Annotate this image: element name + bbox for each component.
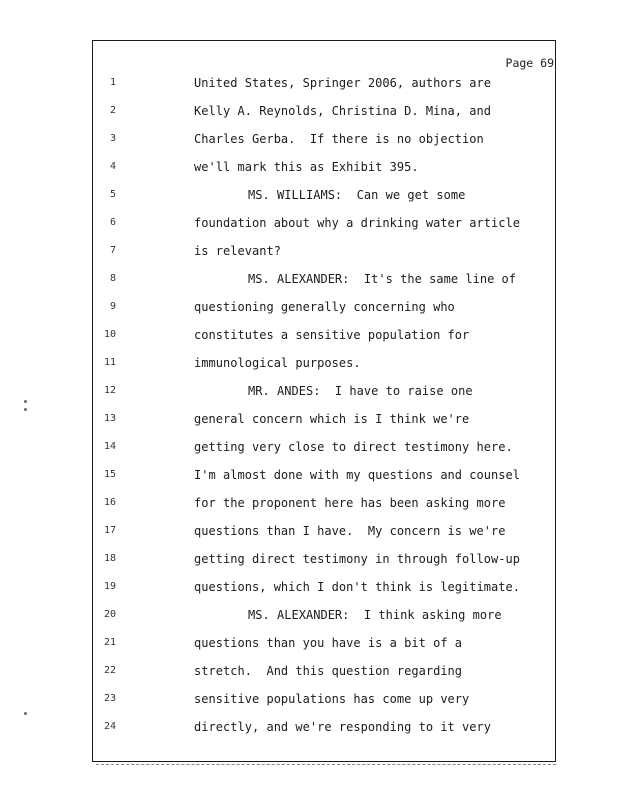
line-number: 5 [109,189,116,200]
line-text: Charles Gerba. If there is no objection [194,132,484,146]
transcript-line [0,128,618,156]
line-text: we'll mark this as Exhibit 395. [194,160,419,174]
line-number: 21 [103,637,116,648]
transcript-line [0,324,618,352]
page-number: Page 69 [505,56,554,70]
transcript-line [0,72,618,100]
line-text: sensitive populations has come up very [194,692,470,706]
transcript-line [0,632,618,660]
line-number: 6 [109,217,116,228]
line-text: getting very close to direct testimony here. [194,440,513,454]
line-text: questions than I have. My concern is we're [194,524,506,538]
line-text: constitutes a sensitive population for [194,328,470,342]
line-number: 2 [109,105,116,116]
line-text: directly, and we're responding to it very [194,720,492,734]
line-number: 13 [103,413,116,424]
line-text: general concern which is I think we're [194,412,470,426]
line-text: getting direct testimony in through follow-up [194,552,521,566]
line-number: 3 [109,133,116,144]
transcript-body [0,72,618,744]
transcript-line [0,604,618,632]
line-number: 4 [109,161,116,172]
transcript-line [0,520,618,548]
transcript-line [0,240,618,268]
line-number: 23 [103,693,116,704]
line-text: United States, Springer 2006, authors are [194,76,492,90]
line-number: 14 [103,441,116,452]
line-text: questioning generally concerning who [194,300,455,314]
line-text: foundation about why a drinking water article [194,216,521,230]
transcript-line [0,184,618,212]
transcript-line [0,436,618,464]
transcript-line [0,352,618,380]
transcript-line [0,296,618,324]
line-text: for the proponent here has been asking more [194,496,506,510]
transcript-line [0,408,618,436]
line-text: questions than you have is a bit of a [194,636,463,650]
line-number: 10 [103,329,116,340]
line-number: 24 [103,721,116,732]
line-text: MS. WILLIAMS: Can we get some [248,188,466,202]
line-text: stretch. And this question regarding [194,664,463,678]
scan-artifact [24,400,27,403]
line-text: MS. ALEXANDER: I think asking more [248,608,502,622]
transcript-line [0,688,618,716]
line-text: questions, which I don't think is legitimate. [194,580,521,594]
line-number: 7 [109,245,116,256]
transcript-line [0,380,618,408]
line-number: 16 [103,497,116,508]
transcript-line [0,548,618,576]
line-text: Kelly A. Reynolds, Christina D. Mina, and [194,104,492,118]
line-number: 18 [103,553,116,564]
transcript-line [0,492,618,520]
line-number: 12 [103,385,116,396]
line-number: 1 [109,77,116,88]
line-number: 20 [103,609,116,620]
line-text: is relevant? [194,244,281,258]
line-text: immunological purposes. [194,356,361,370]
line-number: 9 [109,301,116,312]
transcript-line [0,100,618,128]
transcript-line [0,212,618,240]
line-number: 17 [103,525,116,536]
line-number: 22 [103,665,116,676]
transcript-line [0,716,618,744]
line-number: 8 [109,273,116,284]
transcript-line [0,660,618,688]
transcript-line [0,464,618,492]
line-number: 19 [103,581,116,592]
transcript-line [0,156,618,184]
line-text: MR. ANDES: I have to raise one [248,384,473,398]
line-text: I'm almost done with my questions and counsel [194,468,521,482]
scan-artifact [24,712,27,715]
line-number: 11 [103,357,116,368]
transcript-line [0,576,618,604]
line-text: MS. ALEXANDER: It's the same line of [248,272,517,286]
line-number: 15 [103,469,116,480]
scan-artifact [24,408,27,411]
scan-artifact-bottom [96,762,556,765]
transcript-line [0,268,618,296]
